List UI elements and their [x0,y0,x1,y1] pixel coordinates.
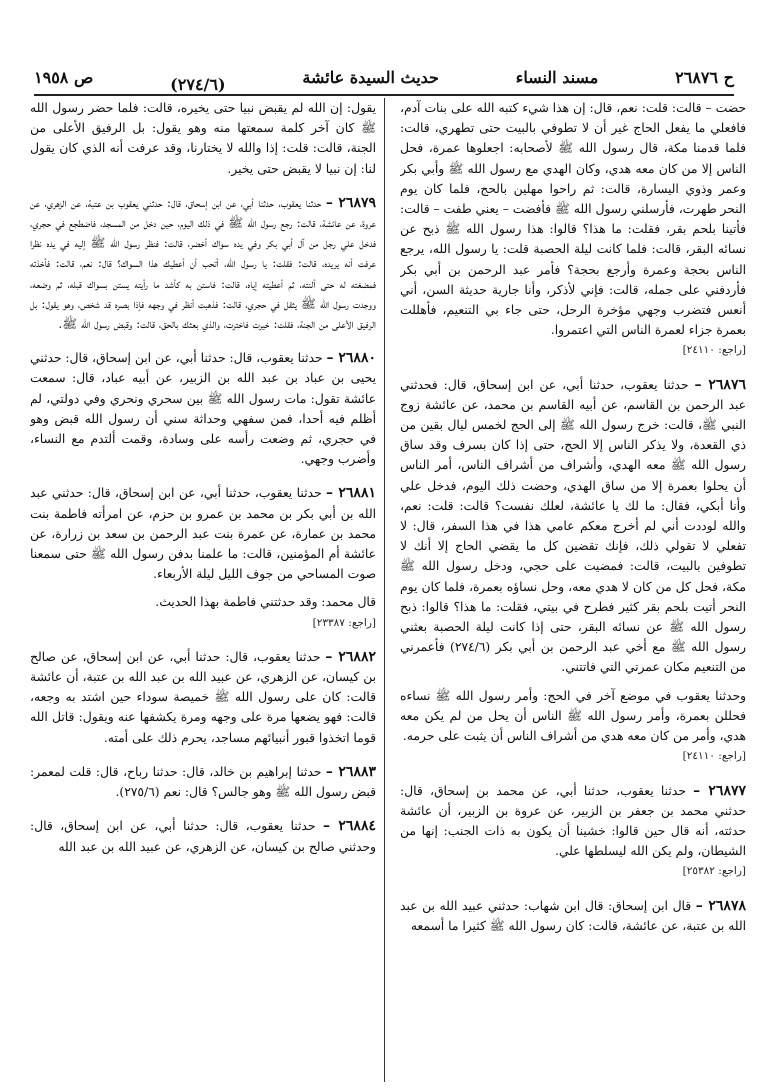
hadith-26878 [400,896,746,936]
book-title: مسند النساء [515,67,599,87]
hadith-text: قال ابن إسحاق: قال ابن شهاب: حدثني عبيد الله بن عبد الله بن عتبة، عن عائشة، قالت: كان رسول الله ﷺ كثيرا ما أسمعه [400,898,746,933]
hadith-text: حدثنا إبراهيم بن خالد، قال: حدثنا رباح، قال: قلت لمعمر: قبض رسول الله ﷺ وهو جالس؟ قال: نعم (٢٧٥/٦). [30,764,376,800]
hadith-26882 [30,647,376,748]
hadith-range: ح ٢٦٨٧٦ [675,67,734,87]
hadith-number: ٢٦٨٨٠ – [326,350,376,367]
hadith-text: حدثنا يعقوب، قال: حدثنا أبي، عن ابن إسحاق، قال: وحدثني صالح بن كيسان، عن الزهري، عن عبيد الله بن عبد الله [30,819,376,854]
hadith-text: حدثنا يعقوب، حدثنا أبي، عن ابن إسحاق، قال: حدثني يعقوب بن عتبة، عن الزهري، عن عروة، عن عائشة، قالت: رجع رسول الله ﷺ في ذلك اليوم، حين دخل من المسجد، فاضطجع في حجري، فدخل علي رجل من آل أبي بكر وفي يده سواك أخضر، قالت: فنظر رسول الله ﷺ إليه في يده نظرا عرفت أنه يريده، قالت: فقلت: يا رسول الله، أتحب أن أعطيك هذا السواك؟ قال: نعم، قالت: فأخذته فمضغته له حتى ألنته، ثم أعطيته إياه، قالت: فاستن به كأشد ما رأيته يستن بسواك قبله، ثم وضعه، ووجدت رسول الله ﷺ يثقل في حجري، قالت: فذهبت أنظر في وجهه فإذا بصره قد شخص، وهو يقول: بل الرفيق الأعلى من الجنة، فقلت: خيرت فاخترت، والذي بعثك بالحق، قالت: وقبض رسول الله ﷺ. [30,195,376,332]
note-text: قال محمد: وقد حدثتني فاطمة بهذا الحديث. [155,595,376,610]
hadith-number: ٢٦٨٨٢ – [325,648,376,665]
hadith-26877 [400,781,746,882]
hadith-text: حدثنا يعقوب، حدثنا أبي، عن ابن إسحاق، قال: فحدثني عبد الرحمن بن القاسم، عن أبيه القاسم بن محمد، عن عائشة زوج النبي ﷺ، قالت: خرج رسول الله ﷺ إلى الحج لخمس ليال بقين من ذي القعدة، ولا يذكر الناس إلا الحج، حتى إذا كان بسرف وقد ساق رسول الله ﷺ معه الهدي، وأشراف من أشراف الناس، أمر الناس أن يحلوا بعمرة إلا من ساق الهدي، وحضت ذلك اليوم، فدخل علي وأنا أبكي، فقال: ما لك يا عائشة، لعلك نفست؟ قالت: قلت: نعم، والله لوددت أني لم أخرج معكم عامي هذا في هذا السفر، قال: لا تفعلي لا تقولي ذلك، فإنك تقضين كل ما يقضي الحاج إلا أنك لا تطوفين بالبيت، قالت: فمضيت على حجي، ودخل رسول الله ﷺ مكة، فحل كل من كان لا هدي معه، وحل نساؤه بعمرة، فلما كان يوم النحر أتيت بلحم بقر كثير فطرح في بيتي، فقلت: ما هذا؟ قالوا: ذبح رسول الله ﷺ عن نسائه البقر، حتى إذا كانت ليلة الحصبة بعثني رسول الله ﷺ مع أخي عبد الرحمن بن أبي بكر (٢٧٤/٦) فأعمرني من التنعيم مكان عمرتي التي فاتتني. [400,377,746,675]
hadith-26884 [30,816,376,856]
hadith-26881 [30,483,376,584]
hadith-26883 [30,762,376,802]
hadith-26879 [30,193,376,334]
left-column [30,98,376,1084]
cross-reference: [راجع: ٢٤١١٠] [682,344,746,357]
hadith-number: ٢٦٨٧٧ – [693,782,746,799]
hadith-text: حدثنا يعقوب، قال: حدثنا أبي، عن ابن إسحاق، قال: حدثني يحيى بن عباد بن عبد الله بن الزبير، عن أبيه عباد، قال: سمعت عائشة تقول: مات رسول الله ﷺ بين سحري ونحري وفي دولتي، لم أظلم فيه أحدا، فمن سفهي وحداثة سني أن رسول الله قبض وهو في حجري، ثم وضعت رأسه على وسادة، وقمت ألتدم مع النساء، وأضرب وجهي. [30,351,376,467]
hadith-text: حدثنا يعقوب، حدثنا أبي، عن ابن إسحاق، قال: حدثني عبد الله بن أبي بكر بن محمد بن عمرو بن حزم، عن امرأته فاطمة بنت محمد بن عمارة، عن عمرة بنت عبد الرحمن بن سعد بن زرارة، عن عائشة أم المؤمنين، قالت: ما علمنا بدفن رسول الله ﷺ حتى سمعنا صوت المساحي من جوف الليل ليلة الأربعاء. [30,486,376,582]
hadith-text: حضت – قالت: قلت: نعم، قال: إن هذا شيء كتبه الله على بنات آدم، فافعلي ما يفعل الحاج غير أن لا تطوفي بالبيت حتى تطهري، قالت: فلما قدمنا مكة، قال رسول الله ﷺ لأصحابه: اجعلوها عمرة، فحل الناس إلا من كان معه هدي، وكان الهدي مع رسول الله ﷺ وأبي بكر وعمر وذوي اليسارة، قالت: ثم راحوا مهلين بالحج، فلما كان يوم النحر طهرت، فأرسلني رسول الله ﷺ فأفضت – يعني طفت – قالت: فأتينا بلحم بقر، فقلت: ما هذا؟ قالوا: هذا رسول الله ﷺ ذبح عن نسائه البقر، قالت: فلما كانت ليلة الحصبة قلت: يا رسول الله، يرجع الناس بحجة وعمرة وأرجع بحجة؟ فأمر عبد الرحمن بن أبي بكر فأردفني على جمله، قالت: فإني لأذكر، وأنا جارية حديثة السن، أني أنعس فتضرب وجهي مؤخرة الرحل، حتى جاء بي التنعيم، فأهللت بعمرة جزاء لعمرة الناس التي اعتمروا. [400,101,746,338]
cross-reference: [راجع: ٢٣٣٨٧] [312,616,376,629]
column-divider [384,98,385,1082]
hadith-number: ٢٦٨٧٨ – [695,897,746,914]
hadith-continuation [30,98,376,179]
hadith-text: حدثنا يعقوب، قال: حدثنا أبي، عن ابن إسحاق، عن صالح بن كيسان، عن الزهري، عن عبيد الله بن عبد الله بن عتبة، أن عائشة قالت: كان على رسول الله ﷺ خميصة سوداء حين اشتد به وجعه، قالت: فهو يضعها مرة على وجهه ومرة يكشفها عنه ويقول: قاتل الله قوما اتخذوا قبور أنبيائهم مساجد، يحرم ذلك على أمته. [30,649,376,745]
page-number: ص ١٩٥٨ [34,67,94,87]
hadith-number: ٢٦٨٧٦ – [694,376,746,393]
volume-reference: (٢٧٤/٦) [170,74,226,94]
note-text: وحدثنا يعقوب في موضع آخر في الحج: وأمر رسول الله ﷺ نساءه فحللن بعمرة، وأمر رسول الله ﷺ الناس أن يحل من لم يكن معه هدي، وأمر من كان معه هدي من أشراف الناس أن يثبت على حرمه. [400,688,746,744]
cross-reference: [راجع: ٢٤١١٠] [682,750,746,763]
hadith-number: ٢٦٨٨٤ – [322,818,376,835]
hadith-number: ٢٦٨٧٩ – [325,194,376,211]
page-header [34,60,734,96]
hadith-number: ٢٦٨٨١ – [326,485,376,502]
hadith-note [400,686,746,767]
hadith-number: ٢٦٨٨٣ – [325,763,376,780]
cross-reference: [راجع: ٢٥٣٨٢] [682,865,746,878]
section-title: حديث السيدة عائشة [302,67,439,87]
hadith-continuation [400,98,746,361]
hadith-note [30,592,376,632]
hadith-26880 [30,348,376,469]
right-column [400,98,746,1084]
hadith-26876 [400,375,746,678]
hadith-text: حدثنا يعقوب، حدثنا أبي، عن محمد بن إسحاق، قال: حدثني محمد بن جعفر بن الزبير، عن عروة بن الزبير، أن عائشة حدثته، أنه قال حين قالوا: خشينا أن يكون به ذات الجنب: إنها من الشيطان، ولم يكن الله ليسلطها علي. [400,783,746,859]
hadith-text: يقول: إن الله لم يقبض نبيا حتى يخيره، قالت: فلما حضر رسول الله ﷺ كان آخر كلمة سمعتها منه وهو يقول: بل الرفيق الأعلى من الجنة، قالت: قلت: إذا والله لا يختارنا، وقد عرفت أنه الذي كان يقول لنا: إن نبيا لا يقبض حتى يخير. [30,101,376,176]
